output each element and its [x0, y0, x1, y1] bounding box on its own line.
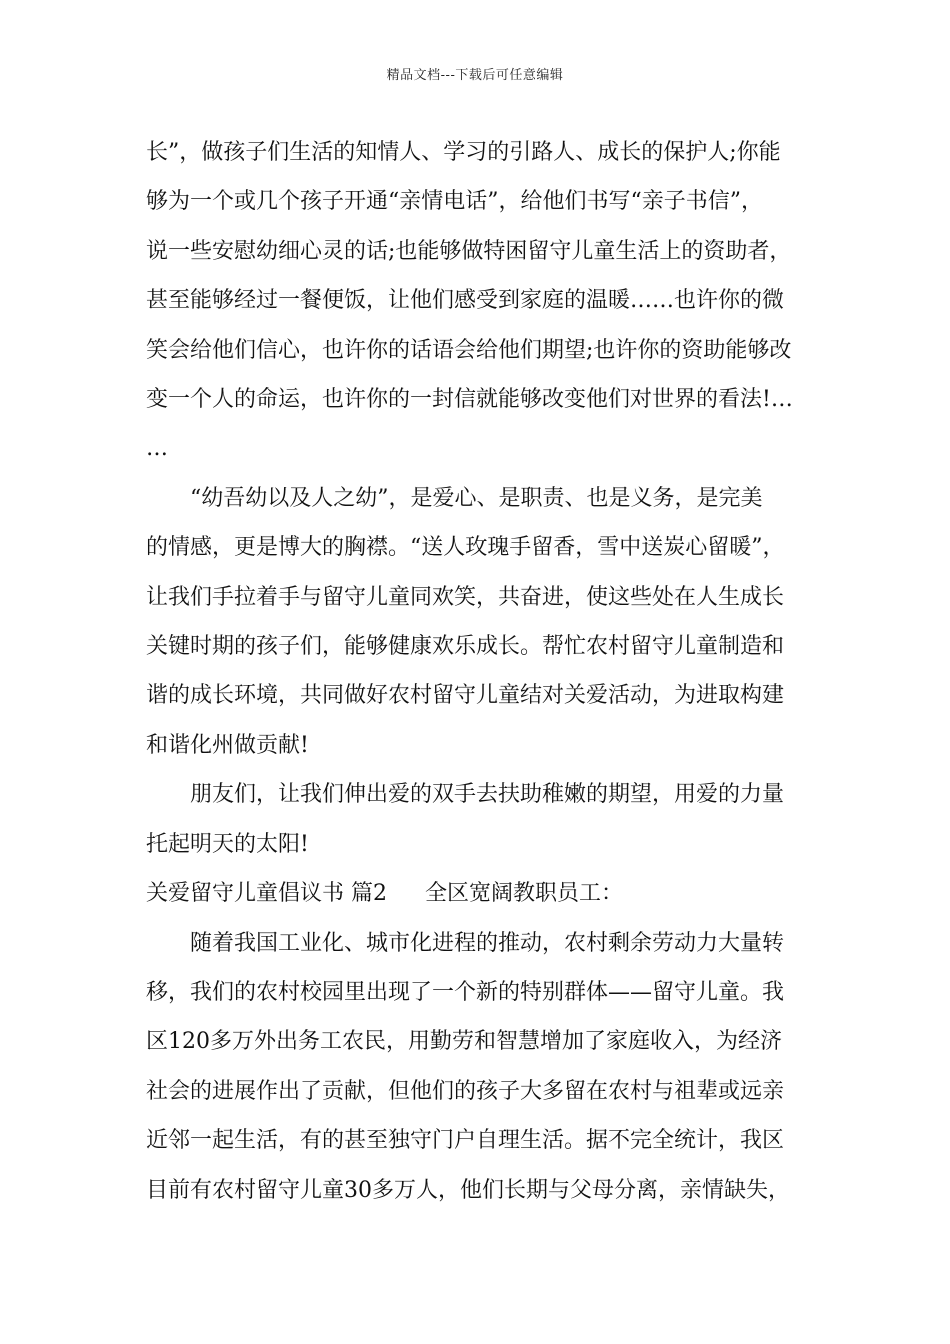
paragraph-1 — [146, 128, 818, 474]
text-line: 让我们手拉着手与留守儿童同欢笑，共奋进，使这些处在人生成长 — [146, 584, 785, 610]
text-line: 关键时期的孩子们，能够健康欢乐成长。帮忙农村留守儿童制造和 — [146, 634, 785, 660]
paragraph-2 — [146, 474, 818, 770]
section-title: 关爱留守儿童倡议书 篇2 — [146, 881, 387, 907]
text-line: 说一些安慰幼细心灵的话;也能够做特困留守儿童生活上的资助者， — [146, 238, 792, 264]
text-line: “幼吾幼以及人之幼”，是爱心、是职责、也是义务，是完美 — [190, 485, 763, 511]
greeting: 全区宽阔教职员工： — [425, 881, 624, 907]
text-line: 移，我们的农村校园里出现了一个新的特别群体——留守儿童。我 — [146, 979, 785, 1005]
paragraph-3 — [146, 770, 818, 869]
document-body — [146, 128, 818, 1215]
text-line: 近邻一起生活，有的甚至独守门户自理生活。据不完全统计，我区 — [146, 1128, 785, 1154]
text-line: 朋友们，让我们伸出爱的双手去扶助稚嫩的期望，用爱的力量 — [190, 782, 785, 808]
text-line: 和谐化州做贡献! — [146, 732, 309, 758]
text-line: 谐的成长环境，共同做好农村留守儿童结对关爱活动，为进取构建 — [146, 683, 785, 709]
section-heading — [146, 869, 818, 918]
paragraph-4 — [146, 919, 818, 1215]
text-line: 的情感，更是博大的胸襟。“送人玫瑰手留香，雪中送炭心留暖”， — [146, 535, 785, 561]
text-line: 社会的进展作出了贡献，但他们的孩子大多留在农村与祖辈或远亲 — [146, 1078, 785, 1104]
text-line: 够为一个或几个孩子开通“亲情电话”，给他们书写“亲子书信”， — [146, 189, 763, 215]
text-line: 甚至能够经过一餐便饭，让他们感受到家庭的温暖……也许你的微 — [146, 288, 785, 314]
text-line: … — [146, 436, 168, 462]
text-line: 笑会给他们信心，也许你的话语会给他们期望;也许你的资助能够改 — [146, 337, 792, 363]
text-line: 区120多万外出务工农民，用勤劳和智慧增加了家庭收入，为经济 — [146, 1029, 782, 1055]
text-line: 随着我国工业化、城市化进程的推动，农村剩余劳动力大量转 — [190, 930, 785, 956]
text-line: 托起明天的太阳! — [146, 831, 309, 857]
page-header: 精品文档---下载后可任意编辑 — [386, 68, 564, 83]
text-line: 变一个人的命运，也许你的一封信就能够改变他们对世界的看法!… — [146, 387, 793, 413]
text-line: 长”，做孩子们生活的知情人、学习的引路人、成长的保护人;你能 — [146, 140, 781, 165]
text-line: 目前有农村留守儿童30多万人，他们长期与父母分离，亲情缺失， — [146, 1177, 790, 1203]
